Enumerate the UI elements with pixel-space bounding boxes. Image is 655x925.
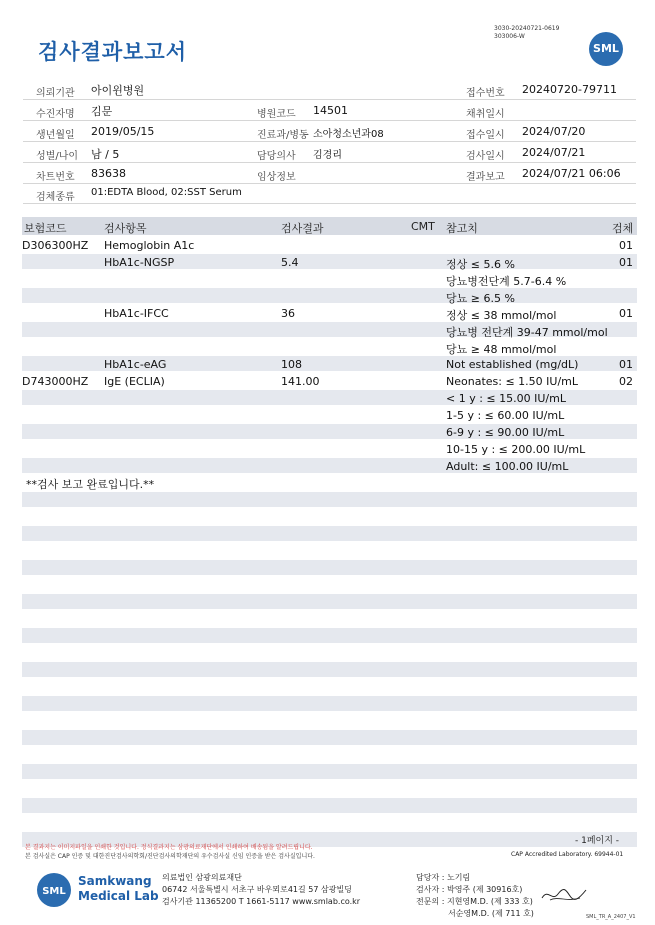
cap-accreditation: CAP Accredited Laboratory. 69944-01 xyxy=(511,851,624,858)
report-date-label: 결과보고 xyxy=(466,172,505,183)
row-band xyxy=(22,594,637,609)
row-item: HbA1c-IFCC xyxy=(104,307,169,320)
row-reference: 당뇨 ≥ 48 mmol/mol xyxy=(446,343,557,356)
row-band xyxy=(22,560,637,575)
receipt-no-label: 접수번호 xyxy=(466,88,505,99)
divider xyxy=(23,120,636,121)
specialist-info-1: 전문의 : 지현영M.D. (제 333 호) xyxy=(416,897,533,906)
divider xyxy=(23,99,636,100)
row-reference: Adult: ≤ 100.00 IU/mL xyxy=(446,460,569,473)
samkwang-logo-icon xyxy=(36,872,72,908)
row-reference: 당뇨병 전단계 39-47 mmol/mol xyxy=(446,326,608,339)
divider xyxy=(23,183,636,184)
row-specimen: 01 xyxy=(619,358,633,371)
divider xyxy=(23,203,636,204)
row-reference: Neonates: ≤ 1.50 IU/mL xyxy=(446,375,578,388)
doctor-label: 담당의사 xyxy=(257,151,296,162)
completion-note: **검사 보고 완료입니다.** xyxy=(26,478,155,491)
birth-value: 2019/05/15 xyxy=(91,125,155,138)
col-header-item: 검사항목 xyxy=(104,222,147,235)
form-code: SML_TR_A_2407_V1 xyxy=(586,914,636,920)
divider xyxy=(23,141,636,142)
row-reference: < 1 y : ≤ 15.00 IU/mL xyxy=(446,392,566,405)
hospital-code-value: 14501 xyxy=(313,104,348,117)
col-header-specimen: 검체 xyxy=(612,222,634,235)
row-band xyxy=(22,288,637,303)
row-band xyxy=(22,696,637,711)
organization-name: 의료법인 삼광의료재단 xyxy=(162,873,242,882)
row-reference: 정상 ≤ 5.6 % xyxy=(446,258,515,271)
row-band xyxy=(22,730,637,745)
organization-contact: 검사기관 11365200 T 1661-5117 www.smlab.co.kr xyxy=(162,897,361,906)
page-number: - 1페이지 - xyxy=(575,836,620,846)
logo-medical-lab: Medical Lab xyxy=(78,889,159,903)
birth-label: 생년월일 xyxy=(36,130,75,141)
manager-info: 담당자 : 노기림 xyxy=(416,873,471,882)
document-sub-id: 303006-W xyxy=(494,33,525,40)
sml-logo xyxy=(589,32,623,66)
col-header-ref: 참고치 xyxy=(446,222,478,235)
row-specimen: 02 xyxy=(619,375,633,388)
row-band xyxy=(22,662,637,677)
row-band xyxy=(22,526,637,541)
hospital-code-label: 병원코드 xyxy=(257,109,296,120)
tester-info: 검사자 : 박영주 (제 30916호) xyxy=(416,885,523,894)
specialist-info-2: 서순영M.D. (제 711 호) xyxy=(448,909,534,918)
row-band xyxy=(22,764,637,779)
row-result: 36 xyxy=(281,307,295,320)
row-reference: Not established (mg/dL) xyxy=(446,358,579,371)
row-result: 141.00 xyxy=(281,375,320,388)
accreditation-notice: 본 검사실은 CAP 인증 및 대한진단검사의학회/진단검사의학재단의 우수검사실 신임 인증을 받은 검사실입니다. xyxy=(25,853,315,860)
signature xyxy=(540,886,590,904)
row-item: IgE (ECLIA) xyxy=(104,375,165,388)
row-reference: 6-9 y : ≤ 90.00 IU/mL xyxy=(446,426,565,439)
receipt-no-value: 20240720-79711 xyxy=(522,83,617,96)
row-reference: 당뇨병전단계 5.7-6.4 % xyxy=(446,275,567,288)
logo-text: SML xyxy=(593,42,619,55)
row-item: Hemoglobin A1c xyxy=(104,239,195,252)
receipt-date-label: 접수일시 xyxy=(466,130,505,141)
row-item: HbA1c-NGSP xyxy=(104,256,175,269)
patient-label: 수진자명 xyxy=(36,109,75,120)
specimen-label: 검체종류 xyxy=(36,192,75,203)
logo-samkwang: Samkwang xyxy=(78,874,152,888)
svg-text:SML: SML xyxy=(42,886,66,897)
organization-address: 06742 서울특별시 서초구 바우뫼로41길 57 삼광빌딩 xyxy=(162,885,352,894)
divider xyxy=(23,162,636,163)
test-date-value: 2024/07/21 xyxy=(522,146,586,159)
collect-date-label: 채취일시 xyxy=(466,109,505,120)
client-label: 의뢰기관 xyxy=(36,88,75,99)
col-header-code: 보험코드 xyxy=(24,222,67,235)
report-date-value: 2024/07/21 06:06 xyxy=(522,167,621,180)
specimen-value: 01:EDTA Blood, 02:SST Serum xyxy=(91,187,242,198)
document-id: 3030-20240721-0619 xyxy=(494,25,560,32)
report-title: 검사결과보고서 xyxy=(38,40,188,64)
row-reference: 정상 ≤ 38 mmol/mol xyxy=(446,309,557,322)
row-result: 108 xyxy=(281,358,302,371)
row-specimen: 01 xyxy=(619,307,633,320)
row-specimen: 01 xyxy=(619,239,633,252)
dept-label: 진료과/병동 xyxy=(257,130,309,141)
sex-age-label: 성별/나이 xyxy=(36,151,79,162)
row-band xyxy=(22,798,637,813)
row-code: D743000HZ xyxy=(22,375,89,388)
row-band xyxy=(22,492,637,507)
patient-value: 김문 xyxy=(91,105,113,118)
row-code: D306300HZ xyxy=(22,239,89,252)
receipt-date-value: 2024/07/20 xyxy=(522,125,586,138)
row-reference: 당뇨 ≥ 6.5 % xyxy=(446,292,515,305)
row-reference: 1-5 y : ≤ 60.00 IU/mL xyxy=(446,409,565,422)
test-date-label: 검사일시 xyxy=(466,151,505,162)
row-result: 5.4 xyxy=(281,256,299,269)
clinical-label: 임상정보 xyxy=(257,172,296,183)
print-notice: 본 결과지는 이미지파일을 인쇄한 것입니다. 정식결과지는 삼광의료재단에서 인쇄하여 배송됨을 알려드립니다. xyxy=(25,844,313,851)
client-value: 아이윈병원 xyxy=(91,84,145,97)
dept-value: 소아청소년과08 xyxy=(313,129,384,140)
row-item: HbA1c-eAG xyxy=(104,358,167,371)
sex-age-value: 남 / 5 xyxy=(91,148,120,161)
row-reference: 10-15 y : ≤ 200.00 IU/mL xyxy=(446,443,586,456)
chart-value: 83638 xyxy=(91,167,126,180)
row-specimen: 01 xyxy=(619,256,633,269)
row-band xyxy=(22,628,637,643)
col-header-cmt: CMT xyxy=(411,220,435,233)
doctor-value: 김경리 xyxy=(313,150,342,161)
chart-label: 차트번호 xyxy=(36,172,75,183)
col-header-result: 검사결과 xyxy=(281,222,324,235)
